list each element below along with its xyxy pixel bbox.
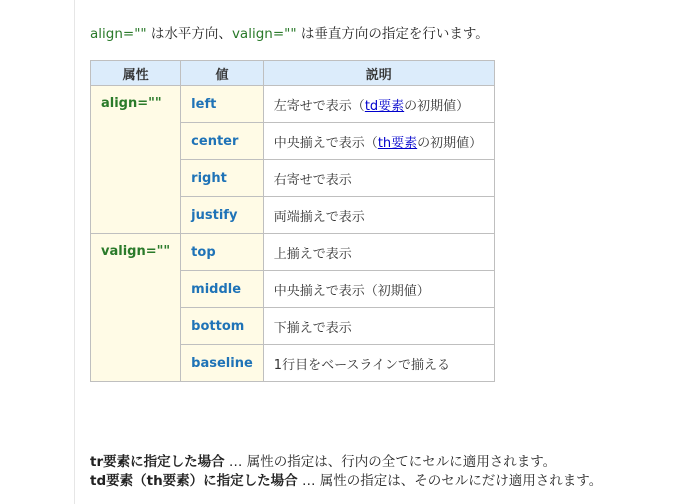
table-header bbox=[91, 61, 495, 86]
left-gutter bbox=[0, 0, 75, 504]
table-row bbox=[91, 234, 495, 271]
note-text: … 属性の指定は、行内の全てにセルに適用されます。 bbox=[224, 454, 557, 470]
value-cell: bottom bbox=[181, 308, 264, 345]
attribute-cell-align: align="" bbox=[91, 86, 181, 234]
description-cell bbox=[263, 86, 494, 123]
intro-text-2: は垂直方向の指定を行います。 bbox=[296, 26, 489, 42]
description-cell: 1行目をベースラインで揃える bbox=[263, 345, 494, 382]
value-cell: right bbox=[181, 160, 264, 197]
td-element-link[interactable]: td要素 bbox=[364, 98, 405, 114]
value-cell: justify bbox=[181, 197, 264, 234]
header-description: 説明 bbox=[263, 61, 494, 86]
header-attribute: 属性 bbox=[91, 61, 181, 86]
note-term: tr要素に指定した場合 bbox=[90, 454, 225, 470]
description-text-after: の初期値） bbox=[404, 98, 470, 114]
table-header-row bbox=[91, 61, 495, 86]
description-cell: 上揃えで表示 bbox=[263, 234, 494, 271]
table-row bbox=[91, 86, 495, 123]
value-cell: baseline bbox=[181, 345, 264, 382]
description-text-after: の初期値） bbox=[417, 135, 483, 151]
note-term: td要素（th要素）に指定した場合 bbox=[90, 473, 298, 489]
value-cell: left bbox=[181, 86, 264, 123]
intro-valign-code: valign="" bbox=[231, 26, 297, 42]
header-value: 値 bbox=[181, 61, 264, 86]
value-cell: center bbox=[181, 123, 264, 160]
description-cell bbox=[263, 123, 494, 160]
notes bbox=[90, 453, 602, 491]
intro-text bbox=[90, 22, 489, 42]
table-body bbox=[91, 86, 495, 382]
attribute-table bbox=[90, 60, 495, 382]
intro-text-1: は水平方向、 bbox=[146, 26, 232, 42]
description-cell: 下揃えで表示 bbox=[263, 308, 494, 345]
th-element-link[interactable]: th要素 bbox=[377, 135, 418, 151]
intro-align-code: align="" bbox=[90, 26, 147, 42]
value-cell: top bbox=[181, 234, 264, 271]
description-text: 中央揃えで表示（ bbox=[273, 135, 378, 151]
attribute-cell-valign: valign="" bbox=[91, 234, 181, 382]
note-text: … 属性の指定は、そのセルにだけ適用されます。 bbox=[297, 473, 603, 489]
description-cell: 中央揃えで表示（初期値） bbox=[263, 271, 494, 308]
description-cell: 両端揃えで表示 bbox=[263, 197, 494, 234]
note-line bbox=[90, 472, 602, 491]
note-line bbox=[90, 453, 602, 472]
value-cell: middle bbox=[181, 271, 264, 308]
description-text: 左寄せで表示（ bbox=[273, 98, 365, 114]
description-cell: 右寄せで表示 bbox=[263, 160, 494, 197]
